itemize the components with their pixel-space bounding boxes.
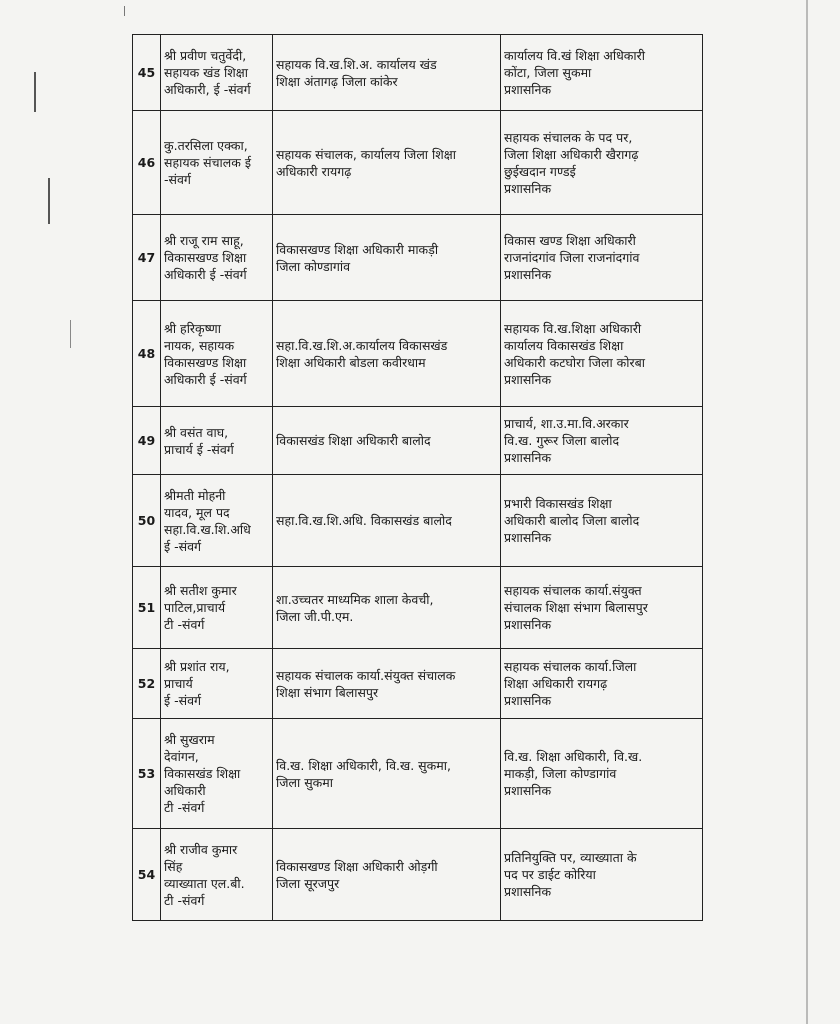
row-number: 46: [133, 111, 161, 215]
current-posting: विकासखण्ड शिक्षा अधिकारी ओड़गी जिला सूरजपुर: [273, 829, 501, 921]
current-posting: शा.उच्चतर माध्यमिक शाला केवची, जिला जी.पी.एम.: [273, 567, 501, 649]
officer-name: श्री प्रशांत राय, प्राचार्य ई -संवर्ग: [161, 649, 273, 719]
officer-name: श्री वसंत वाघ, प्राचार्य ई -संवर्ग: [161, 407, 273, 475]
scan-mark: [34, 72, 36, 112]
page-edge: [806, 0, 808, 1024]
table-row: [133, 719, 703, 829]
row-number: 51: [133, 567, 161, 649]
row-number: 54: [133, 829, 161, 921]
table-row: [133, 407, 703, 475]
new-posting: कार्यालय वि.खं शिक्षा अधिकारी कोंटा, जिला सुकमा प्रशासनिक: [501, 35, 703, 111]
row-number: 47: [133, 215, 161, 301]
officer-name: श्री सुखराम देवांगन, विकासखंड शिक्षा अधिकारी टी -संवर्ग: [161, 719, 273, 829]
row-number: 48: [133, 301, 161, 407]
table-row: [133, 111, 703, 215]
officer-name: श्री सतीश कुमार पाटिल,प्राचार्य टी -संवर्ग: [161, 567, 273, 649]
officer-name: श्री हरिकृष्णा नायक, सहायक विकासखण्ड शिक्षा अधिकारी ई -संवर्ग: [161, 301, 273, 407]
current-posting: विकासखंड शिक्षा अधिकारी बालोद: [273, 407, 501, 475]
officer-name: श्री राजू राम साहू, विकासखण्ड शिक्षा अधिकारी ई -संवर्ग: [161, 215, 273, 301]
row-number: 45: [133, 35, 161, 111]
new-posting: सहायक संचालक कार्या.जिला शिक्षा अधिकारी रायगढ़ प्रशासनिक: [501, 649, 703, 719]
row-number: 53: [133, 719, 161, 829]
officer-name: श्रीमती मोहनी यादव, मूल पद सहा.वि.ख.शि.अधि ई -संवर्ग: [161, 475, 273, 567]
new-posting: सहायक वि.ख.शिक्षा अधिकारी कार्यालय विकासखंड शिक्षा अधिकारी कटघोरा जिला कोरबा प्रशासनिक: [501, 301, 703, 407]
current-posting: सहा.वि.ख.शि.अ.कार्यालय विकासखंड शिक्षा अधिकारी बोडला कवीरधाम: [273, 301, 501, 407]
row-number: 49: [133, 407, 161, 475]
officer-name: श्री प्रवीण चतुर्वेदी, सहायक खंड शिक्षा अधिकारी, ई -संवर्ग: [161, 35, 273, 111]
new-posting: सहायक संचालक के पद पर, जिला शिक्षा अधिकारी खैरागढ़ छुईखदान गण्डई प्रशासनिक: [501, 111, 703, 215]
row-number: 50: [133, 475, 161, 567]
scan-mark: [124, 6, 125, 16]
current-posting: सहा.वि.ख.शि.अधि. विकासखंड बालोद: [273, 475, 501, 567]
officer-name: कु.तरसिला एक्का, सहायक संचालक ई -संवर्ग: [161, 111, 273, 215]
current-posting: वि.ख. शिक्षा अधिकारी, वि.ख. सुकमा, जिला सुकमा: [273, 719, 501, 829]
table-row: [133, 475, 703, 567]
current-posting: सहायक वि.ख.शि.अ. कार्यालय खंड शिक्षा अंतागढ़ जिला कांकेर: [273, 35, 501, 111]
new-posting: प्रतिनियुक्ति पर, व्याख्याता के पद पर डाईट कोरिया प्रशासनिक: [501, 829, 703, 921]
transfer-table: [132, 34, 703, 921]
scan-mark: [48, 178, 50, 224]
new-posting: प्रभारी विकासखंड शिक्षा अधिकारी बालोद जिला बालोद प्रशासनिक: [501, 475, 703, 567]
new-posting: प्राचार्य, शा.उ.मा.वि.अरकार वि.ख. गुरूर जिला बालोद प्रशासनिक: [501, 407, 703, 475]
current-posting: सहायक संचालक कार्या.संयुक्त संचालक शिक्षा संभाग बिलासपुर: [273, 649, 501, 719]
officer-name: श्री राजीव कुमार सिंह व्याख्याता एल.बी. टी -संवर्ग: [161, 829, 273, 921]
table-row: [133, 567, 703, 649]
current-posting: विकासखण्ड शिक्षा अधिकारी माकड़ी जिला कोण्डागांव: [273, 215, 501, 301]
scan-mark: [70, 320, 71, 348]
table-row: [133, 215, 703, 301]
table-row: [133, 829, 703, 921]
table-row: [133, 301, 703, 407]
table-row: [133, 35, 703, 111]
new-posting: सहायक संचालक कार्या.संयुक्त संचालक शिक्षा संभाग बिलासपुर प्रशासनिक: [501, 567, 703, 649]
row-number: 52: [133, 649, 161, 719]
current-posting: सहायक संचालक, कार्यालय जिला शिक्षा अधिकारी रायगढ़: [273, 111, 501, 215]
new-posting: वि.ख. शिक्षा अधिकारी, वि.ख. माकड़ी, जिला कोण्डागांव प्रशासनिक: [501, 719, 703, 829]
table-row: [133, 649, 703, 719]
new-posting: विकास खण्ड शिक्षा अधिकारी राजनांदगांव जिला राजनांदगांव प्रशासनिक: [501, 215, 703, 301]
